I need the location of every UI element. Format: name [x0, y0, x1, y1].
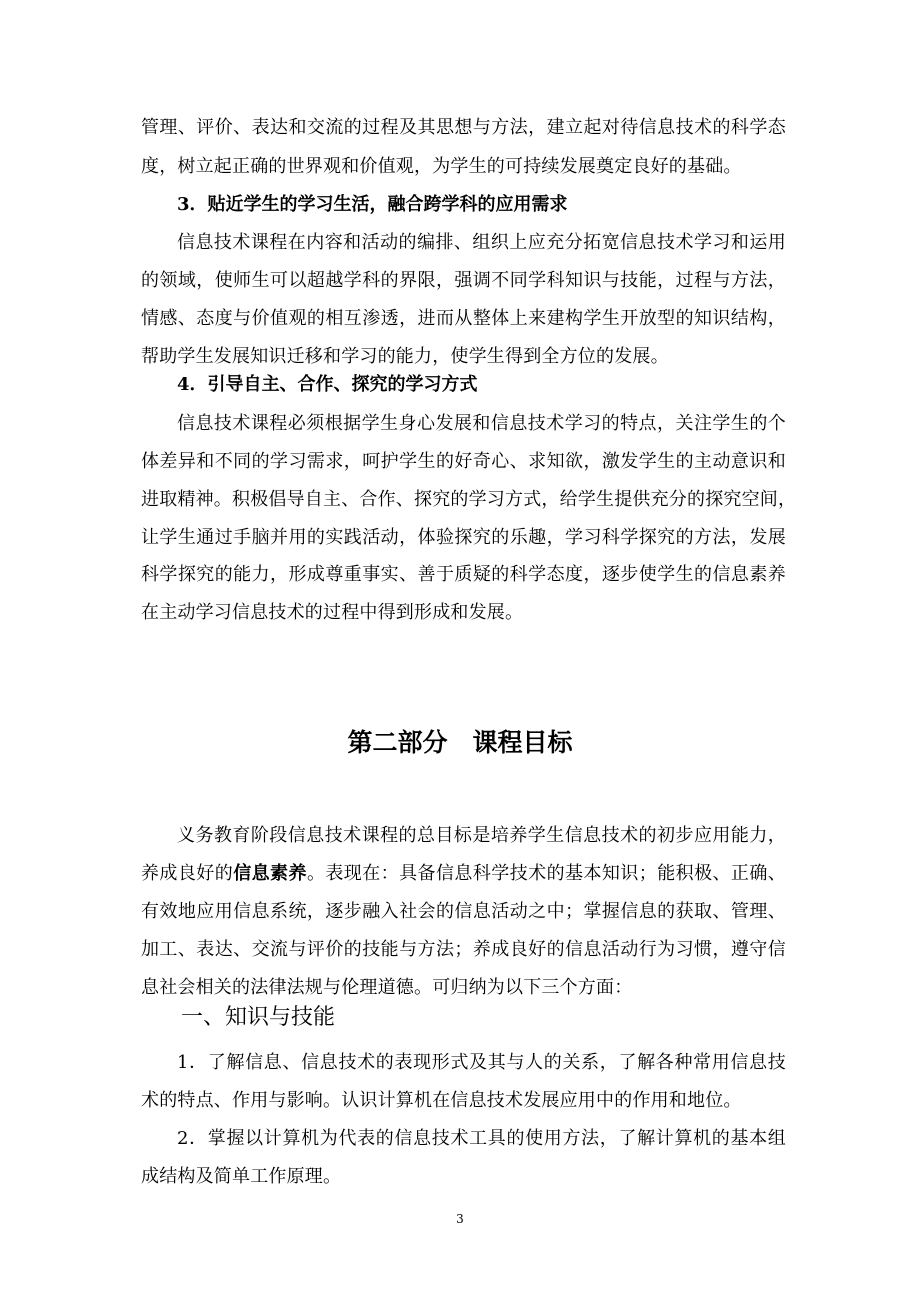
paragraph-line: 管理、评价、表达和交流的过程及其思想与方法，建立起对待信息技术的科学态: [141, 117, 786, 138]
paragraph-line: 有效地应用信息系统，逐步融入社会的信息活动之中；掌握信息的获取、管理、: [141, 901, 786, 922]
paragraph-line: 息社会相关的法律法规与伦理道德。可归纳为以下三个方面：: [141, 977, 633, 998]
paragraph-line: 科学探究的能力，形成尊重事实、善于质疑的科学态度，逐步使学生的信息素养: [141, 564, 786, 585]
paragraph-line: 2．掌握以计算机为代表的信息技术工具的使用方法，了解计算机的基本组: [177, 1128, 786, 1149]
point-4-heading: 4．引导自主、合作、探究的学习方式: [177, 374, 478, 395]
paragraph-line: 信息技术课程必须根据学生身心发展和信息技术学习的特点，关注学生的个: [177, 413, 786, 434]
paragraph-line: 让学生通过手脑并用的实践活动，体验探究的乐趣，学习科学探究的方法，发展: [141, 527, 786, 548]
paragraph-line: 情感、态度与价值观的相互渗透，进而从整体上来建构学生开放型的知识结构，: [141, 308, 786, 329]
part-title: 第二部分 课程目标: [347, 728, 573, 757]
emphasis-term: 信息素养: [233, 863, 307, 884]
point-3-heading: 3．贴近学生的学习生活，融合跨学科的应用需求: [177, 194, 568, 215]
paragraph-line: [141, 862, 786, 886]
paragraph-line: 帮助学生发展知识迁移和学习的能力，使学生得到全方位的发展。: [141, 346, 669, 367]
paragraph-line: 义务教育阶段信息技术课程的总目标是培养学生信息技术的初步应用能力，: [177, 825, 786, 846]
paragraph-line: 加工、表达、交流与评价的技能与方法；养成良好的信息活动行为习惯，遵守信: [141, 939, 786, 960]
paragraph-line: 的领域，使师生可以超越学科的界限，强调不同学科知识与技能，过程与方法，: [141, 270, 786, 291]
paragraph-line: 1．了解信息、信息技术的表现形式及其与人的关系，了解各种常用信息技: [177, 1052, 786, 1073]
page-number: 3: [456, 1212, 464, 1226]
paragraph-line: 在主动学习信息技术的过程中得到形成和发展。: [141, 602, 524, 623]
paragraph-line: 度，树立起正确的世界观和价值观，为学生的可持续发展奠定良好的基础。: [141, 156, 742, 177]
paragraph-line: 体差异和不同的学习需求，呵护学生的好奇心、求知欲，激发学生的主动意识和: [141, 451, 786, 472]
text-run: 。表现在：具备信息科学技术的基本知识；能积极、正确、: [306, 863, 787, 884]
paragraph-line: 术的特点、作用与影响。认识计算机在信息技术发展应用中的作用和地位。: [141, 1090, 742, 1111]
paragraph-line: 信息技术课程在内容和活动的编排、组织上应充分拓宽信息技术学习和运用: [177, 232, 786, 253]
paragraph-line: 进取精神。积极倡导自主、合作、探究的学习方式，给学生提供充分的探究空间，: [141, 489, 797, 510]
text-run: 养成良好的: [141, 863, 234, 884]
section-subheading: 一、知识与技能: [181, 1005, 336, 1030]
paragraph-line: 成结构及简单工作原理。: [141, 1166, 342, 1187]
